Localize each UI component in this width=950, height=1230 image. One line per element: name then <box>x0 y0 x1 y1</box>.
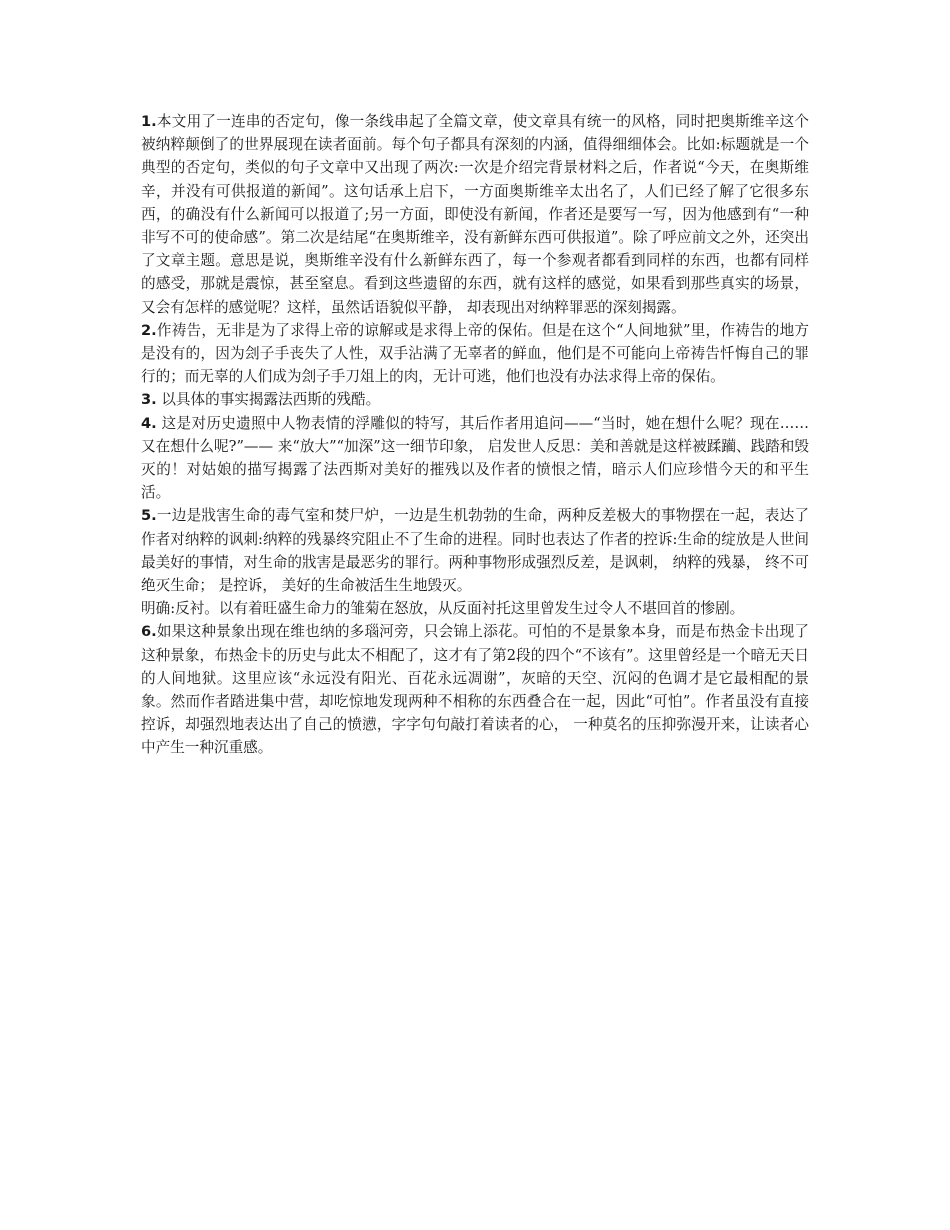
answer-paragraph-1 <box>141 110 809 319</box>
answer-number: 6. <box>141 623 157 641</box>
answer-text: 以具体的事实揭露法西斯的残酷。 <box>156 391 381 409</box>
answer-paragraph-5-clarify <box>141 597 809 620</box>
answer-paragraph-5 <box>141 504 809 597</box>
answer-text: 本文用了一连串的否定句，像一条线串起了全篇文章，使文章具有统一的风格，同时把奥斯维辛这个被纳粹颠倒了的世界展现在读者面前。每个句子都具有深刻的内涵，值得细细体会。比如:标题就是一个典型的否定句，类似的句子文章中又出现了两次:一次是介绍完背景材料之后，作者说“今天，在奥斯维辛，并没有可供报道的新闻”。这句话承上启下，一方面奥斯维辛太出名了，人们已经了解了它很多东西，的确没有什么新闻可以报道了;另一方面，即使没有新闻，作者还是要写一写，因为他感到有“一种非写不可的使命感”。第二次是结尾“在奥斯维辛，没有新鲜东西可供报道”。除了呼应前文之外，还突出了文章主题。意思是说，奥斯维辛没有什么新鲜东西了，每一个参观者都看到同样的东西，也都有同样的感受，那就是震惊，甚至窒息。看到这些遗留的东西，就有这样的感觉，如果看到那些真实的场景， 又会有怎样的感觉呢？这样，虽然话语貌似平静， 却表现出对纳粹罪恶的深刻揭露。 <box>141 113 809 316</box>
answer-document <box>141 110 809 760</box>
answer-text: 如果这种景象出现在维也纳的多瑙河旁，只会锦上添花。可怕的不是景象本身，而是布热金卡出现了这种景象，布热金卡的历史与此太不相配了，这才有了第2段的四个“不该有”。这里曾经是一个暗无天日的人间地狱。这里应该“永远没有阳光、百花永远凋谢”，灰暗的天空、沉闷的色调才是它最相配的景象。然而作者踏进集中营，却吃惊地发现两种不相称的东西叠合在一起，因此“可怕”。作者虽没有直接控诉，却强烈地表达出了自己的愤懑，字字句句敲打着读者的心， 一种莫名的压抑弥漫开来，让读者心中产生一种沉重感。 <box>141 623 809 757</box>
answer-number: 2. <box>141 321 157 339</box>
answer-paragraph-2 <box>141 319 809 389</box>
answer-number: 5. <box>141 507 157 525</box>
answer-text: 一边是戕害生命的毒气室和焚尸炉，一边是生机勃勃的生命，两种反差极大的事物摆在一起，表达了作者对纳粹的讽刺:纳粹的残暴终究阻止不了生命的进程。同时也表达了作者的控诉:生命的绽放是人世间最美好的事情，对生命的戕害是最恶劣的罪行。两种事物形成强烈反差，是讽刺， 纳粹的残暴， 终不可绝灭生命； 是控诉， 美好的生命被活生生地毁灭。 <box>141 507 809 595</box>
answer-number: 1. <box>141 113 157 130</box>
answer-text: 这是对历史遗照中人物表情的浮雕似的特写，其后作者用追问——“当时，她在想什么呢？现在……又在想什么呢?”—— 来“放大”“加深”这一细节印象， 启发世人反思：美和善就是这样被蹂躏、践踏和毁灭的！对姑娘的描写揭露了法西斯对美好的摧残以及作者的愤恨之情，暗示人们应珍惜今天的和平生活。 <box>141 414 809 502</box>
answer-number: 3. <box>141 391 157 409</box>
answer-paragraph-6 <box>141 620 809 759</box>
answer-text: 作祷告，无非是为了求得上帝的谅解或是求得上帝的保佑。但是在这个“人间地狱”里，作祷告的地方是没有的，因为刽子手丧失了人性，双手沾满了无辜者的鲜血，他们是不可能向上帝祷告忏悔自己的罪行的；而无辜的人们成为刽子手刀俎上的肉，无计可逃，他们也没有办法求得上帝的保佑。 <box>141 321 809 386</box>
answer-text: 明确:反衬。以有着旺盛生命力的雏菊在怒放，从反面衬托这里曾发生过令人不堪回首的惨剧。 <box>141 600 745 618</box>
answer-paragraph-3 <box>141 388 809 411</box>
answer-paragraph-4 <box>141 412 809 505</box>
answer-number: 4. <box>141 414 157 432</box>
